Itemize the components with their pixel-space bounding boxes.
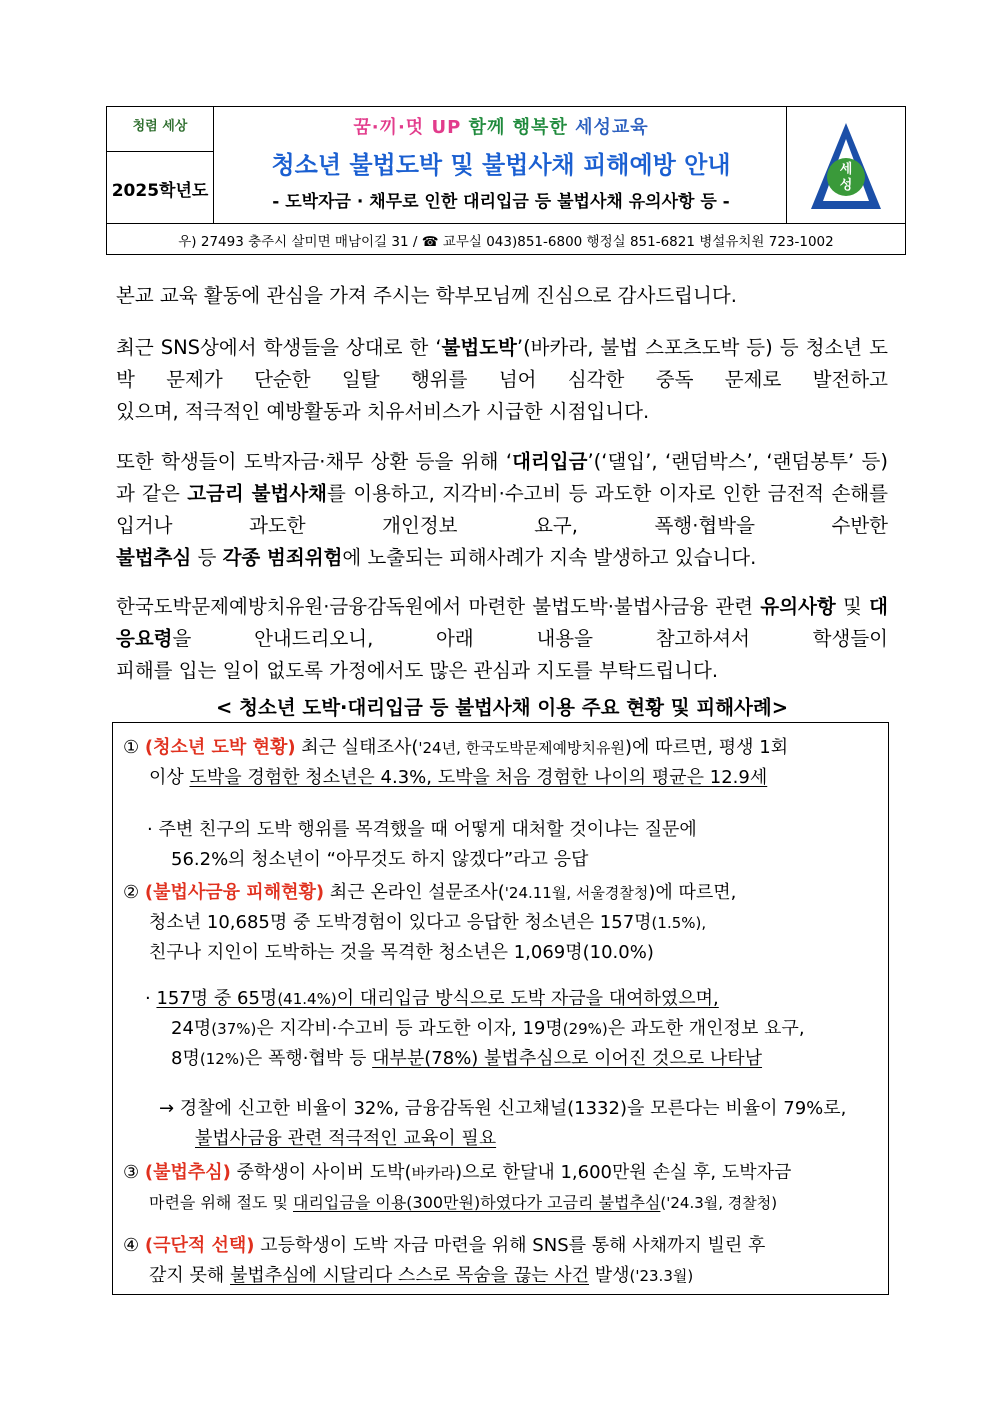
text: 24명 xyxy=(171,1018,212,1039)
text: 최근 실태조사( xyxy=(295,737,419,758)
text: 발생 xyxy=(588,1265,630,1286)
case-2-line-2 xyxy=(123,908,878,938)
school-year: 2025학년도 xyxy=(107,151,213,224)
clean-world-logo: 청렴 세상 xyxy=(132,119,188,134)
text: (29%) xyxy=(562,1020,608,1038)
case-3-line-1 xyxy=(123,1158,878,1188)
text: 를 이용하고, 지각비·수고비 등 과도한 이자로 인한 금전적 손해를 입거나 과도한 개인정보 요구, 폭행·협박을 수반한 xyxy=(116,482,888,537)
cases-box xyxy=(112,722,889,1295)
case-2-sub-1: · 157명 중 65명(41.4%)이 대리입금 방식으로 도박 자금을 대여하였으며, xyxy=(145,988,719,1009)
source: ('23.3월) xyxy=(629,1267,694,1285)
page-title: 청소년 불법도박 및 불법사채 피해예방 안내 xyxy=(271,151,731,179)
text: 은 지각비·수고비 등 과도한 이자, 19명 xyxy=(256,1018,563,1039)
case-2-sub-2 xyxy=(123,1014,878,1044)
text: 마련을 위해 절도 및 xyxy=(149,1193,293,1212)
slogan-part-a: 꿈·끼·멋 UP xyxy=(353,117,462,138)
text: 은 과도한 개인정보 요구, xyxy=(607,1018,805,1039)
text: 청소년 10,685명 중 도박경험이 있다고 응답한 청소년은 157명 xyxy=(149,912,652,933)
case-number: ③ xyxy=(123,1162,140,1183)
case-number: ④ xyxy=(123,1235,140,1256)
text: )에 따르면, 평생 1회 xyxy=(625,737,789,758)
emphasis-precautions: 유의사항 xyxy=(760,595,836,618)
text: 또한 학생들이 도박자금·채무 상환 등을 위해 ‘ xyxy=(116,450,513,473)
emphasis-high-interest-loan: 고금리 불법사채 xyxy=(187,482,328,505)
slogan xyxy=(213,113,789,139)
case-heading: (불법사금융 피해현황) xyxy=(144,882,325,903)
case-2-arrow-2 xyxy=(123,1124,878,1154)
case-2-line-1 xyxy=(123,878,878,908)
text: 최근 온라인 설문조사( xyxy=(324,882,505,903)
text: 바카라 xyxy=(411,1164,456,1182)
case-number: ① xyxy=(123,737,140,758)
text: 은 폭행·협박 등 xyxy=(244,1048,373,1069)
paragraph-guidance xyxy=(116,591,888,687)
case-number: ② xyxy=(123,882,140,903)
text: 이상 xyxy=(149,767,190,788)
emphasis-crime-risk: 각종 범죄위험 xyxy=(222,546,343,569)
case-1-line-2 xyxy=(123,763,878,793)
text: 있으며, 적극적인 예방활동과 치유서비스가 시급한 시점입니다. xyxy=(116,400,650,423)
svg-text:세: 세 xyxy=(839,162,853,177)
text: ’(‘댈입’, ‘랜덤박스’, ‘랜덤봉투’ 등)과 같은 xyxy=(116,450,888,505)
underlined-text: 불법사금융 관련 적극적인 교육이 필요 xyxy=(195,1128,497,1149)
case-4 xyxy=(123,1231,878,1291)
emphasis-illegal-gambling: 불법도박 xyxy=(441,336,517,359)
emphasis-response-guide: 대응요령 xyxy=(116,595,889,650)
intro-text: 본교 교육 활동에 관심을 가져 주시는 학부모님께 진심으로 감사드립니다. xyxy=(116,284,737,307)
underlined-text: 대부분(78%) 불법추심으로 이어진 것으로 나타남 xyxy=(372,1048,763,1069)
page-subtitle: - 도박자금 · 채무로 인한 대리입금 등 불법사채 유의사항 등 - xyxy=(272,192,730,212)
text: 한국도박문제예방치유원·금융감독원에서 마련한 불법도박·불법사금융 관련 xyxy=(116,595,761,618)
case-3-line-2 xyxy=(123,1188,878,1218)
case-2 xyxy=(123,878,878,1154)
text: 및 xyxy=(835,595,870,618)
paragraph-proxy-deposit xyxy=(116,446,888,574)
source: '24.11월, 서울경찰청 xyxy=(504,884,649,902)
text: )으로 한달내 1,600만원 손실 후, 도박자금 xyxy=(455,1162,792,1183)
case-heading: (청소년 도박 현황) xyxy=(144,737,296,758)
text: 에 노출되는 피해사례가 지속 발생하고 있습니다. xyxy=(342,546,757,569)
intro-paragraph xyxy=(116,280,888,312)
case-4-line-2 xyxy=(123,1261,878,1291)
text: 8명 xyxy=(171,1048,200,1069)
text: 고등학생이 도박 자금 마련을 위해 SNS를 통해 사채까지 빌린 후 xyxy=(254,1235,766,1256)
text: 최근 SNS상에서 학생들을 상대로 한 ‘ xyxy=(116,336,442,359)
text: (37%) xyxy=(211,1020,257,1038)
slogan-part-c: 세성교육 xyxy=(575,117,649,138)
underlined-text: 불법추심에 시달리다 스스로 목숨을 끊는 사건 xyxy=(230,1265,589,1286)
text: 을 안내드리오니, 아래 내용을 참고하셔서 학생들이 xyxy=(172,627,888,650)
case-heading: (불법추심) xyxy=(144,1162,231,1183)
underlined-text: 도박을 경험한 청소년은 4.3%, 도박을 처음 경험한 나이의 평균은 12.9세 xyxy=(189,767,768,788)
case-2-arrow: → 경찰에 신고한 비율이 32%, 금융감독원 신고채널(1332)을 모른다는 비율이 79%로, xyxy=(159,1098,847,1119)
letterhead-right xyxy=(786,107,905,223)
text: (1.5%), xyxy=(651,914,707,932)
text: 이 대리입금 방식으로 도박 자금을 대여하였으며, xyxy=(336,988,719,1009)
underlined-text: 대리입금을 이용(300만원)하였다가 고금리 불법추심 xyxy=(293,1193,661,1212)
case-2-sub-3 xyxy=(123,1044,878,1074)
text: 중학생이 사이버 도박( xyxy=(230,1162,412,1183)
svg-text:성: 성 xyxy=(839,178,853,193)
case-2-line-3: 친구나 지인이 도박하는 것을 목격한 청소년은 1,069명(10.0%) xyxy=(149,942,654,963)
underlined-text xyxy=(156,988,718,1009)
text: 갚지 못해 xyxy=(149,1265,230,1286)
paragraph-sns-gambling xyxy=(116,332,888,428)
text: )에 따르면, xyxy=(648,882,737,903)
school-emblem-icon xyxy=(809,121,883,211)
case-1-sub-2: 56.2%의 청소년이 “아무것도 하지 않겠다”라고 응답 xyxy=(171,849,589,870)
text: 등 xyxy=(191,546,223,569)
source: '24년, 한국도박문제예방치유원 xyxy=(418,739,626,757)
case-1 xyxy=(123,733,878,875)
school-address: 우) 27493 충주시 살미면 매남이길 31 / ☎ 교무실 043)851-6800 행정실 851-6821 병설유치원 723-1002 xyxy=(107,223,905,255)
case-heading: (극단적 선택) xyxy=(144,1235,255,1256)
emphasis-illegal-collection: 불법추심 xyxy=(116,546,192,569)
text: 157명 중 65명 xyxy=(156,988,278,1009)
source: ('24.3월, 경찰청) xyxy=(660,1194,778,1212)
emphasis-proxy-deposit: 대리입금 xyxy=(512,450,588,473)
letterhead xyxy=(106,106,906,255)
slogan-part-b: 함께 행복한 xyxy=(468,117,568,138)
text: 피해를 입는 일이 없도록 가정에서도 많은 관심과 지도를 부탁드립니다. xyxy=(116,659,719,682)
text: (41.4%) xyxy=(277,990,337,1008)
letterhead-left xyxy=(107,107,214,223)
case-3 xyxy=(123,1158,878,1218)
case-1-line-1 xyxy=(123,733,878,763)
text: ’(바카라, 불법 스포츠도박 등) 등 청소년 도박 문제가 단순한 일탈 행위를 넘어 심각한 중독 문제로 발전하고 xyxy=(116,336,888,391)
case-1-sub: · 주변 친구의 도박 행위를 목격했을 때 어떻게 대처할 것이냐는 질문에 xyxy=(147,819,697,840)
case-4-line-1 xyxy=(123,1231,878,1261)
text: (12%) xyxy=(199,1050,245,1068)
section-title: < 청소년 도박·대리입금 등 불법사채 이용 주요 현황 및 피해사례> xyxy=(215,696,789,719)
